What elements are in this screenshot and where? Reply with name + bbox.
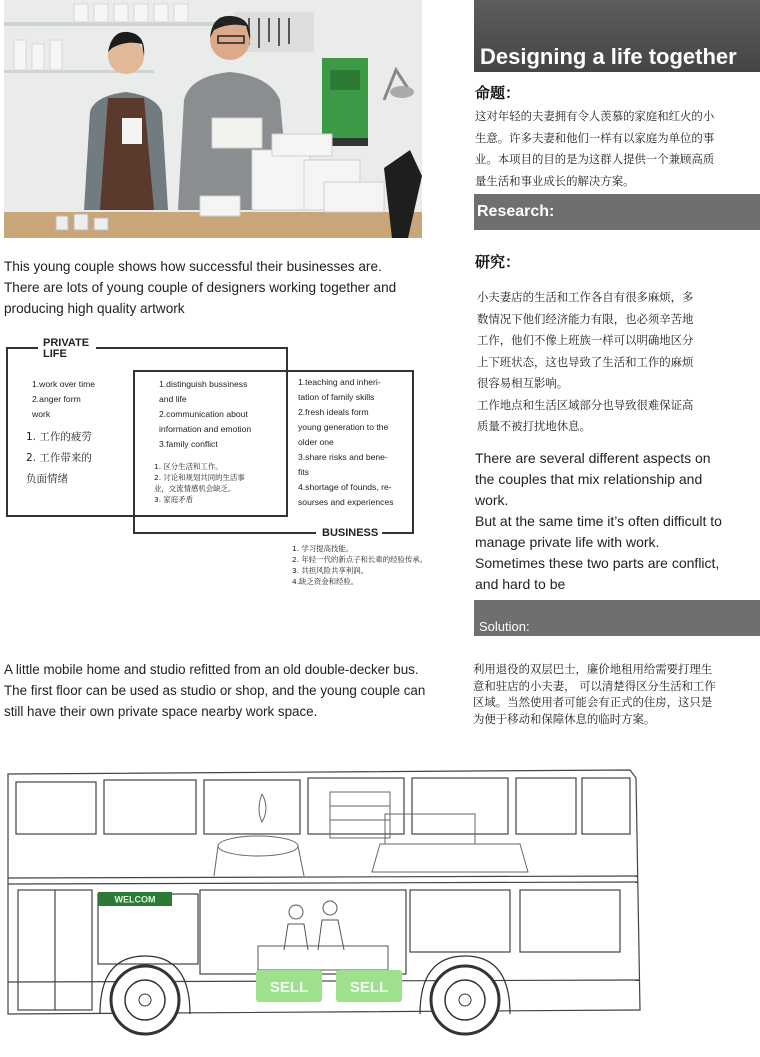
caption-line: There are lots of young couple of designers working together and	[4, 280, 397, 295]
research-text-cn	[477, 287, 760, 438]
research-cn-line: 工作地点和生活区域部分也导致很难保证高	[477, 397, 694, 412]
research-cn-line: 质量不被打扰地休息。	[477, 419, 591, 433]
sell-sign-2: SELL	[349, 979, 389, 996]
private-label: PRIVATE	[43, 337, 90, 349]
research-en-line: But at the same time it’s often difficult to	[475, 513, 722, 529]
solution-line: 区域。当然使用者可能会有正式的住房，这只是	[473, 695, 713, 709]
overlap-item: 1.distinguish bussiness	[159, 379, 248, 389]
solution-line: 利用退役的双层巴士，廉价地租用给需要打理生	[473, 662, 713, 676]
research-en-line: There are several different aspects on	[475, 450, 711, 466]
business-item-cn: 3. 共担风险共享利润。	[292, 566, 368, 575]
research-cn-line: 数情况下他们经济能力有限，也必须辛苦地	[477, 311, 694, 326]
solution-bar	[474, 600, 760, 636]
proposition-heading: 命题：	[475, 84, 521, 102]
solution-line: 意和驻店的小夫妻， 可以清楚得区分生活和工作	[473, 678, 716, 693]
business-item: tation of family skills	[298, 392, 375, 402]
overlap-items	[159, 377, 251, 452]
private-item: 1.work over time	[32, 379, 96, 389]
business-item-cn: 4.缺乏资金和经验。	[292, 577, 359, 586]
research-en-line: work.	[475, 492, 509, 508]
overlap-item-cn: 业，交流情感机会缺乏。	[154, 484, 236, 493]
business-item: 3.share risks and bene-	[298, 452, 388, 462]
business-item-cn: 1. 学习提高技能。	[292, 544, 354, 553]
overlap-item-cn: 2. 讨论和规划共同的生活事	[154, 473, 245, 482]
proposition-line: 生意。许多夫妻和他们一样有以家庭为单位的事	[475, 130, 715, 145]
business-items	[298, 375, 394, 510]
couple-photo	[4, 0, 422, 238]
overlap-items-cn	[154, 461, 245, 505]
proposition-line: 业。本项目的目的是为这群人提供一个兼顾高质	[475, 152, 715, 166]
business-label: BUSINESS	[322, 527, 379, 539]
caption-line: producing high quality artwork	[4, 301, 185, 316]
title-bar	[474, 0, 760, 72]
business-item-cn: 2. 年轻一代的新点子和长辈的经验传承。	[292, 555, 428, 564]
page-title: Designing a life together	[480, 44, 737, 69]
caption-line: still have their own private space nearby work space.	[4, 704, 318, 719]
research-en-line: Sometimes these two parts are conflict,	[475, 555, 720, 571]
proposition-line: 这对年轻的夫妻拥有令人羡慕的家庭和红火的小	[475, 109, 715, 123]
welcome-sign: WELCOM	[114, 894, 156, 905]
business-item: fits	[298, 467, 309, 477]
life-label: LIFE	[43, 348, 67, 360]
overlap-item-cn: 1. 区分生活和工作。	[154, 462, 223, 471]
private-item-cn: 2. 工作带来的	[26, 452, 92, 464]
overlap-item: 3.family conflict	[159, 439, 218, 449]
bus-illustration	[0, 760, 760, 1053]
business-item: sourses and experiences	[298, 497, 394, 507]
research-cn-line: 小夫妻店的生活和工作各自有很多麻烦，多	[477, 290, 694, 304]
business-item: young generation to the	[298, 422, 389, 432]
research-text-en	[475, 448, 760, 595]
photo-caption	[4, 256, 444, 319]
overlap-item: and life	[159, 394, 187, 404]
research-bar-label: Research:	[477, 203, 555, 220]
research-bar	[474, 194, 760, 230]
research-heading: 研究：	[475, 253, 521, 271]
research-en-line: the couples that mix relationship and	[475, 471, 703, 487]
business-item: 2.fresh ideals form	[298, 407, 369, 417]
research-en-line: manage private life with work.	[475, 534, 660, 550]
business-item: 1.teaching and inheri-	[298, 377, 381, 387]
business-item: 4.shortage of founds, re-	[298, 482, 392, 492]
private-items	[32, 377, 95, 422]
proposition-line: 量生活和事业成长的解决方案。	[475, 173, 635, 188]
solution-text	[473, 661, 760, 727]
private-item-cn: 1. 工作的疲劳	[26, 431, 92, 443]
caption-line: This young couple shows how successful their businesses are.	[4, 259, 382, 274]
research-cn-line: 工作，他们不像上班族一样可以明确地区分	[477, 333, 694, 347]
bus-sketch	[0, 760, 760, 1053]
couple-photo-illustration	[4, 0, 422, 238]
solution-bar-label: Solution:	[479, 619, 530, 634]
caption-line: The first floor can be used as studio or shop, and the young couple can	[4, 683, 426, 698]
business-item: older one	[298, 437, 334, 447]
overlap-item: information and emotion	[159, 424, 252, 434]
caption-line: A little mobile home and studio refitted from an old double-decker bus.	[4, 662, 419, 677]
overlap-item: 2.communication about	[159, 409, 248, 419]
proposition-text	[475, 106, 760, 192]
solution-line: 为便于移动和保障休息的临时方案。	[473, 711, 656, 726]
sell-sign-1: SELL	[269, 979, 309, 996]
private-item-cn: 负面情绪	[26, 473, 68, 485]
private-item: 2.anger form	[32, 394, 81, 404]
overlap-item-cn: 3. 家庭矛盾	[154, 495, 193, 504]
private-items-cn	[26, 427, 92, 490]
research-cn-line: 很容易相互影响。	[477, 376, 569, 390]
business-items-cn	[292, 543, 427, 587]
bus-caption	[4, 659, 470, 722]
research-cn-line: 上下班状态，这也导致了生活和工作的麻烦	[477, 354, 694, 369]
venn-diagram	[0, 330, 470, 590]
research-en-line: and hard to be	[475, 576, 566, 592]
private-item: work	[32, 409, 51, 419]
